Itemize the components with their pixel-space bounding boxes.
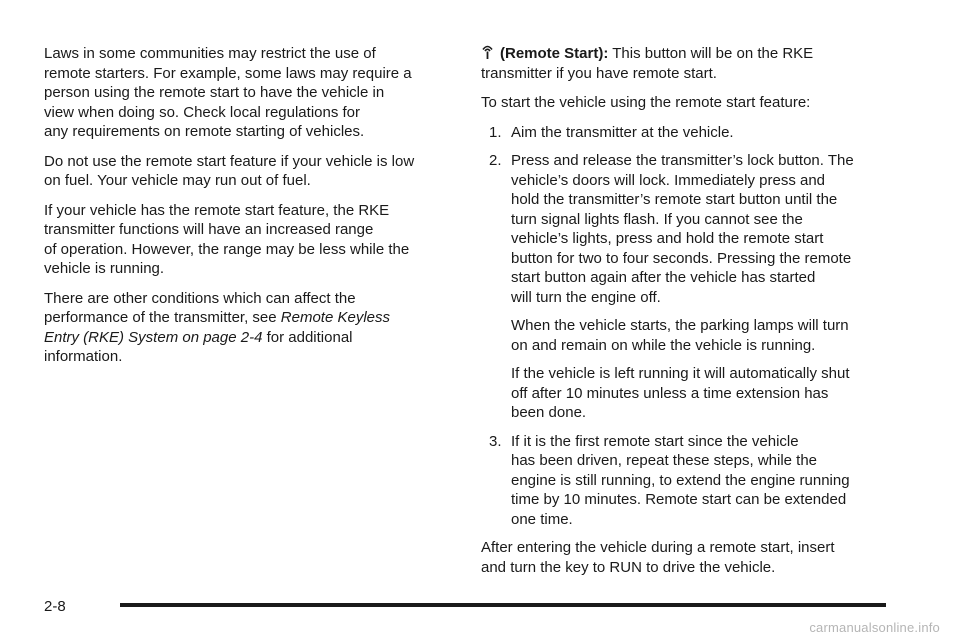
step-item (481, 123, 891, 143)
text-line: been done. (511, 404, 587, 421)
page-number: 2-8 (44, 598, 66, 615)
text-line: on and remain on while the vehicle is running. (511, 336, 816, 354)
text-line: If it is the first remote start since the vehicle (511, 432, 799, 450)
remote-start-heading (481, 44, 891, 83)
text-line: information. (44, 348, 123, 365)
text-line: will turn the engine off. (511, 288, 661, 306)
text-line: If your vehicle has the remote start feature, the RKE (44, 201, 390, 219)
step-number: 3. (489, 432, 502, 450)
text-line: Press and release the transmitter’s lock button. The (511, 152, 854, 169)
text-segment: performance of the transmitter, see (44, 309, 281, 326)
text-line: If the vehicle is left running it will automatically shut (511, 365, 850, 382)
text-line: remote starters. For example, some laws may require a (44, 64, 412, 82)
heading-label: (Remote Start): (500, 45, 609, 62)
cross-reference-link[interactable]: Remote Keyless (280, 309, 390, 326)
text-line: transmitter functions will have an increased range (44, 221, 374, 238)
text-line: view when doing so. Check local regulations for (44, 103, 361, 121)
text-line: one time. (511, 510, 573, 528)
watermark: carmanualsonline.info (809, 620, 940, 635)
text-line: hold the transmitter’s remote start button until the (511, 191, 838, 208)
text-segment: for additional (262, 328, 353, 346)
text-line: When the vehicle starts, the parking lamps will turn (511, 317, 849, 334)
text-line: of operation. However, the range may be less while the (44, 240, 410, 258)
text-line: transmitter if you have remote start. (481, 64, 717, 82)
text-line: person using the remote start to have the vehicle in (44, 84, 385, 101)
text-line (481, 44, 891, 64)
step-note-auto-shutoff (481, 364, 891, 423)
text-line: vehicle is running. (44, 260, 165, 277)
text-line: vehicle’s lights, press and hold the remote start (511, 230, 824, 247)
text-line: on fuel. Your vehicle may run out of fuel. (44, 172, 311, 189)
text-line: button for two to four seconds. Pressing the remote (511, 249, 852, 267)
text-segment: This button will be on the RKE (612, 45, 814, 62)
right-column (481, 44, 891, 587)
text-line: off after 10 minutes unless a time extension has (511, 384, 829, 402)
text-line: Laws in some communities may restrict the use of (44, 45, 376, 62)
paragraph-local-laws (44, 44, 454, 142)
text-line: start button again after the vehicle has started (511, 269, 816, 286)
text-line: vehicle’s doors will lock. Immediately press and (511, 171, 826, 189)
paragraph-increased-range (44, 201, 454, 279)
footer-rule (120, 603, 886, 607)
text-line (44, 328, 454, 348)
text-line: Do not use the remote start feature if your vehicle is low (44, 152, 415, 170)
text-line (44, 308, 454, 328)
step-note-parking-lamps (481, 316, 891, 355)
text-line: After entering the vehicle during a remote start, insert (481, 539, 835, 556)
paragraph-closing (481, 538, 891, 577)
cross-reference-link[interactable]: Entry (RKE) System on page 2-4 (44, 328, 263, 346)
step-item (481, 151, 891, 307)
left-column (44, 44, 454, 377)
step-number: 2. (489, 152, 502, 169)
text-line: engine is still running, to extend the engine running (511, 471, 850, 489)
text-line: and turn the key to RUN to drive the vehicle. (481, 558, 776, 576)
step-number: 1. (489, 123, 502, 141)
remote-start-icon (481, 44, 494, 60)
text-line: time by 10 minutes. Remote start can be extended (511, 491, 847, 508)
text-line: There are other conditions which can affect the (44, 289, 356, 307)
paragraph-intro (481, 93, 891, 113)
paragraph-low-fuel (44, 152, 454, 191)
text-line: any requirements on remote starting of vehicles. (44, 123, 365, 140)
paragraph-other-conditions (44, 289, 454, 367)
text-line: turn signal lights flash. If you cannot see the (511, 210, 803, 228)
step-item (481, 432, 891, 530)
text-line: has been driven, repeat these steps, while the (511, 452, 818, 469)
text-line: To start the vehicle using the remote start feature: (481, 94, 811, 111)
text-line: Aim the transmitter at the vehicle. (511, 123, 734, 141)
